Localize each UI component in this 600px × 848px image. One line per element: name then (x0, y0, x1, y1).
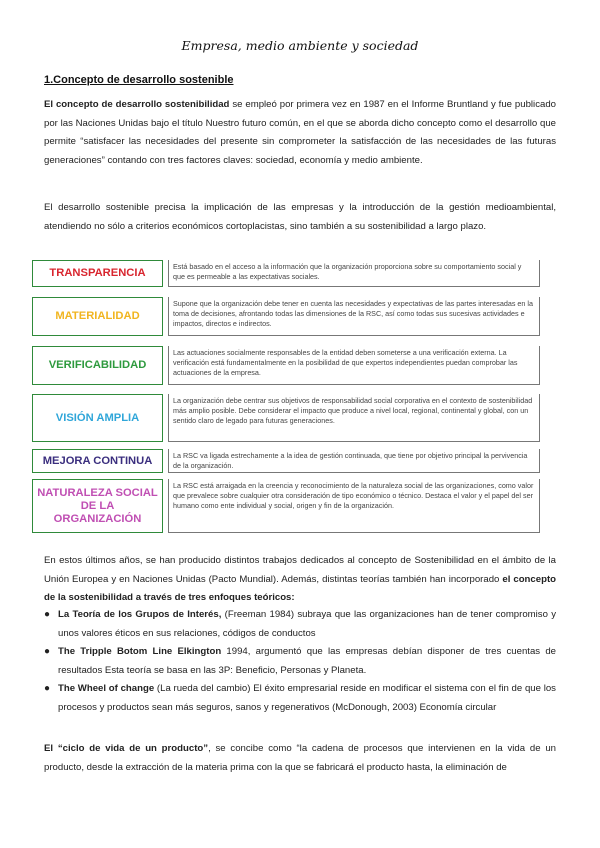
principle-label: NATURALEZA SOCIAL DE LA ORGANIZACIÓN (32, 479, 163, 533)
principle-description: Está basado en el acceso a la información que la organización proporciona sobre su comportamiento social y que es permeable a las expectativas sociales. (168, 260, 540, 287)
principle-row (32, 297, 540, 336)
principle-description: La RSC está arraigada en la creencia y reconocimiento de la naturaleza social de las organizaciones, como valor que prevalece sobre cualquier otra consideración de tipo económico o técnico. Destaca el valor y el papel del ser humano como ente individual y social, origen y fin de la organización. (168, 479, 540, 533)
list-item: ● The Tripple Botom Line Elkington 1994, argumentó que las empresas debían disponer de tres cuentas de resultados Esta teoría se basa en las 3P: Beneficio, Personas y Planeta. (44, 646, 557, 676)
list-item: ● La Teoría de los Grupos de Interés, (Freeman 1984) subraya que las organizaciones han de tener compromiso y unos valores éticos en sus relaciones, códigos de conductos (44, 609, 556, 639)
paragraph-life-cycle-text: , se concibe como “la cadena de procesos que intervienen en la vida de un producto, desde la extracción de la materia prima con la que se fabricará el producto hasta, la eliminación de (44, 743, 557, 773)
theory-name: La Teoría de los Grupos de Interés, (58, 609, 222, 620)
principle-description: La organización debe centrar sus objetivos de responsabilidad social corporativa en el contexto de sostenibilidad más amplio posible. Debe considerar el impacto que produce a nivel local, regional, continental y global, con un sentido claro de legado para futuras generaciones. (168, 394, 540, 442)
principle-label: TRANSPARENCIA (32, 260, 163, 287)
paragraph-definition-bold: El concepto de desarrollo sostenibilidad (44, 99, 230, 110)
principle-label: MEJORA CONTINUA (32, 449, 163, 473)
theory-name: The Tripple Botom Line Elkington (58, 646, 222, 658)
list-item: ● The Wheel of change (La rueda del cambio) El éxito empresarial reside en modificar el sistema con el fin de que los procesos y productos sean más seguros, sanos y regenerativos (McDonough, 2003) Economía circular (44, 683, 556, 713)
paragraph-definition (44, 96, 556, 170)
principle-row (32, 479, 540, 533)
paragraph-approaches (44, 552, 556, 608)
theory-name: The Wheel of change (58, 683, 155, 695)
paragraph-approaches-text: En estos últimos años, se han producido distintos trabajos dedicados al concepto de Sostenibilidad en el ámbito de la Unión Europea y en Naciones Unidas (Pacto Mundial). Además, distintas teorías también han incorporado (44, 555, 556, 585)
paragraph-definition-text: se empleó por primera vez en 1987 en el Informe Bruntland y fue publicado por las Naciones Unidas bajo el título Nuestro futuro común, en el que se aborda dicho concepto como el desarrollo que permite “satisfacer las necesidades del presente sin comprometer la satisfacción de las necesidades de las futuras generaciones” contando con tres factores claves: sociedad, economía y medio ambiente. (44, 99, 556, 166)
principle-description: Supone que la organización debe tener en cuenta las necesidades y expectativas de las partes interesadas en la toma de decisiones, afrontando todas las dimensiones de la RSC, así como todas sus sucesivas actividades e impactos, directos e indirectos. (168, 297, 540, 336)
principle-label: VISIÓN AMPLIA (32, 394, 163, 442)
theory-text: 1994, argumentó que las empresas debían disponer de tres cuentas de resultados Esta teoría se basa en las 3P: Beneficio, Personas y Planeta. (58, 646, 557, 676)
theory-text: (Freeman 1984) subraya que las organizaciones han de tener compromiso y unos valores éticos en sus relaciones, códigos de conductos (58, 609, 556, 639)
principle-description: La RSC va ligada estrechamente a la idea de gestión continuada, que tiene por objetivo principal la pervivencia de la organización. (168, 449, 540, 473)
principle-row (32, 260, 540, 287)
theory-text: (La rueda del cambio) El éxito empresarial reside en modificar el sistema con el fin de que los procesos y productos sean más seguros, sanos y regenerativos (McDonough, 2003) Economía circular (58, 683, 556, 713)
principle-label: VERIFICABILIDAD (32, 346, 163, 385)
paragraph-life-cycle-bold: El “ciclo de vida de un producto” (44, 743, 209, 754)
paragraph-implication: El desarrollo sostenible precisa la implicación de las empresas y la introducción de la gestión medioambiental, atendiendo no sólo a criterios económicos cortoplacistas, sino también a su sostenibilidad a largo plazo. (44, 202, 556, 232)
principle-description: Las actuaciones socialmente responsables de la entidad deben someterse a una verificación externa. La verificación está fundamentalmente en la posibilidad de que expertos independientes puedan comprobar las actuaciones de la empresa. (168, 346, 540, 385)
section-heading: 1.Concepto de desarrollo sostenible (44, 74, 234, 86)
theories-list (44, 606, 556, 718)
principle-row (32, 449, 540, 473)
paragraph-life-cycle (44, 740, 556, 777)
paragraph-approaches-bold: el concepto de la sostenibilidad a través de tres enfoques teóricos: (44, 573, 557, 604)
document-title: Empresa, medio ambiente y sociedad (181, 38, 419, 53)
principle-label: MATERIALIDAD (32, 297, 163, 336)
principle-row (32, 346, 540, 385)
principle-row (32, 394, 540, 442)
